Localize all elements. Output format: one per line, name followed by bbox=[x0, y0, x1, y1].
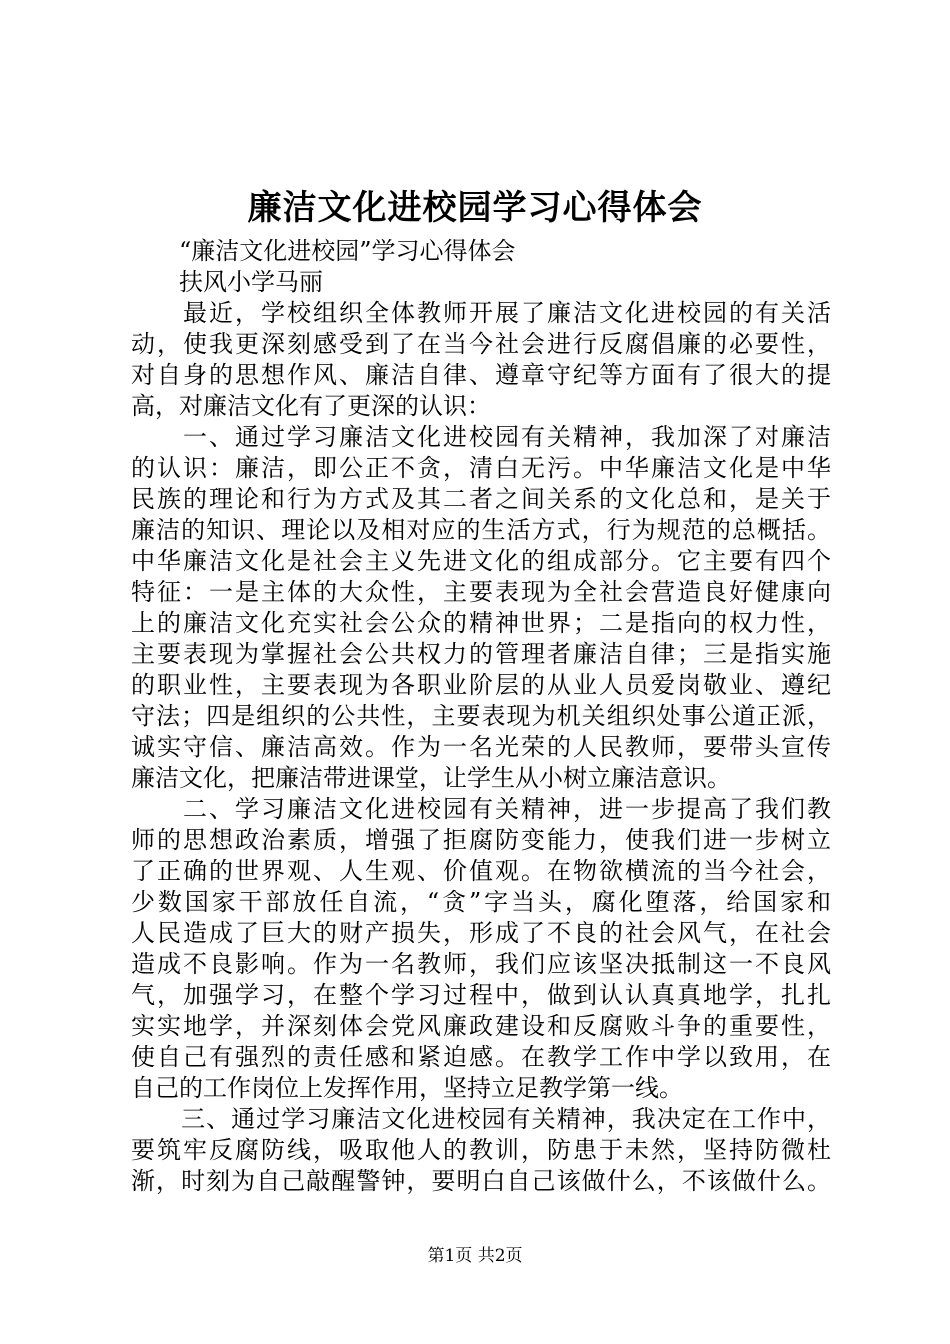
body-line: 扶风小学马丽 bbox=[131, 268, 323, 296]
body-line: 渐，时刻为自己敲醒警钟，要明白自己该做什么，不该做什么。 bbox=[131, 1167, 831, 1195]
body-line: 自己的工作岗位上发挥作用，坚持立足教学第一线。 bbox=[131, 1074, 683, 1102]
body-line: 廉洁文化，把廉洁带进课堂，让学生从小树立廉洁意识。 bbox=[131, 764, 731, 792]
body-line: 师的思想政治素质，增强了拒腐防变能力，使我们进一步树立 bbox=[131, 826, 831, 854]
body-line: 最近，学校组织全体教师开展了廉洁文化进校园的有关活 bbox=[131, 299, 831, 327]
body-line: 三、通过学习廉洁文化进校园有关精神，我决定在工作中， bbox=[131, 1105, 831, 1133]
document-title: 廉洁文化进校园学习心得体会 bbox=[247, 188, 703, 228]
body-line: 守法；四是组织的公共性，主要表现为机关组织处事公道正派， bbox=[131, 702, 831, 730]
body-line: 的认识：廉洁，即公正不贪，清白无污。中华廉洁文化是中华 bbox=[131, 454, 831, 482]
body-line: 实实地学，并深刻体会党风廉政建设和反腐败斗争的重要性， bbox=[131, 1012, 831, 1040]
body-line: 人民造成了巨大的财产损失，形成了不良的社会风气，在社会 bbox=[131, 919, 831, 947]
body-line: 要筑牢反腐防线，吸取他人的教训，防患于未然，坚持防微杜 bbox=[131, 1136, 831, 1164]
body-line: 诚实守信、廉洁高效。作为一名光荣的人民教师，要带头宣传 bbox=[131, 733, 831, 761]
body-line: 一、通过学习廉洁文化进校园有关精神，我加深了对廉洁 bbox=[131, 423, 831, 451]
body-line: 使自己有强烈的责任感和紧迫感。在教学工作中学以致用，在 bbox=[131, 1043, 831, 1071]
body-line: 民族的理论和行为方式及其二者之间关系的文化总和，是关于 bbox=[131, 485, 831, 513]
body-line: 的职业性，主要表现为各职业阶层的从业人员爱岗敬业、遵纪 bbox=[131, 671, 831, 699]
body-line: 了正确的世界观、人生观、价值观。在物欲横流的当今社会， bbox=[131, 857, 831, 885]
body-line: 高，对廉洁文化有了更深的认识： bbox=[131, 392, 491, 420]
body-line: 少数国家干部放任自流，“贪”字当头，腐化堕落，给国家和 bbox=[131, 888, 831, 916]
body-line: 廉洁的知识、理论以及相对应的生活方式，行为规范的总概括。 bbox=[131, 516, 831, 544]
body-line: 气，加强学习，在整个学习过程中，做到认认真真地学，扎扎 bbox=[131, 981, 831, 1009]
body-line: 造成不良影响。作为一名教师，我们应该坚决抵制这一不良风 bbox=[131, 950, 831, 978]
body-line: 特征：一是主体的大众性，主要表现为全社会营造良好健康向 bbox=[131, 578, 831, 606]
body-line: 动，使我更深刻感受到了在当今社会进行反腐倡廉的必要性， bbox=[131, 330, 831, 358]
body-line: 中华廉洁文化是社会主义先进文化的组成部分。它主要有四个 bbox=[131, 547, 831, 575]
page-footer: 第1页 共2页 bbox=[427, 1246, 523, 1266]
body-line: 二、学习廉洁文化进校园有关精神，进一步提高了我们教 bbox=[131, 795, 831, 823]
body-line: 主要表现为掌握社会公共权力的管理者廉洁自律；三是指实施 bbox=[131, 640, 831, 668]
body-line: “廉洁文化进校园”学习心得体会 bbox=[131, 237, 516, 265]
document-body bbox=[131, 236, 831, 1197]
body-line: 上的廉洁文化充实社会公众的精神世界；二是指向的权力性， bbox=[131, 609, 831, 637]
body-line: 对自身的思想作风、廉洁自律、遵章守纪等方面有了很大的提 bbox=[131, 361, 831, 389]
